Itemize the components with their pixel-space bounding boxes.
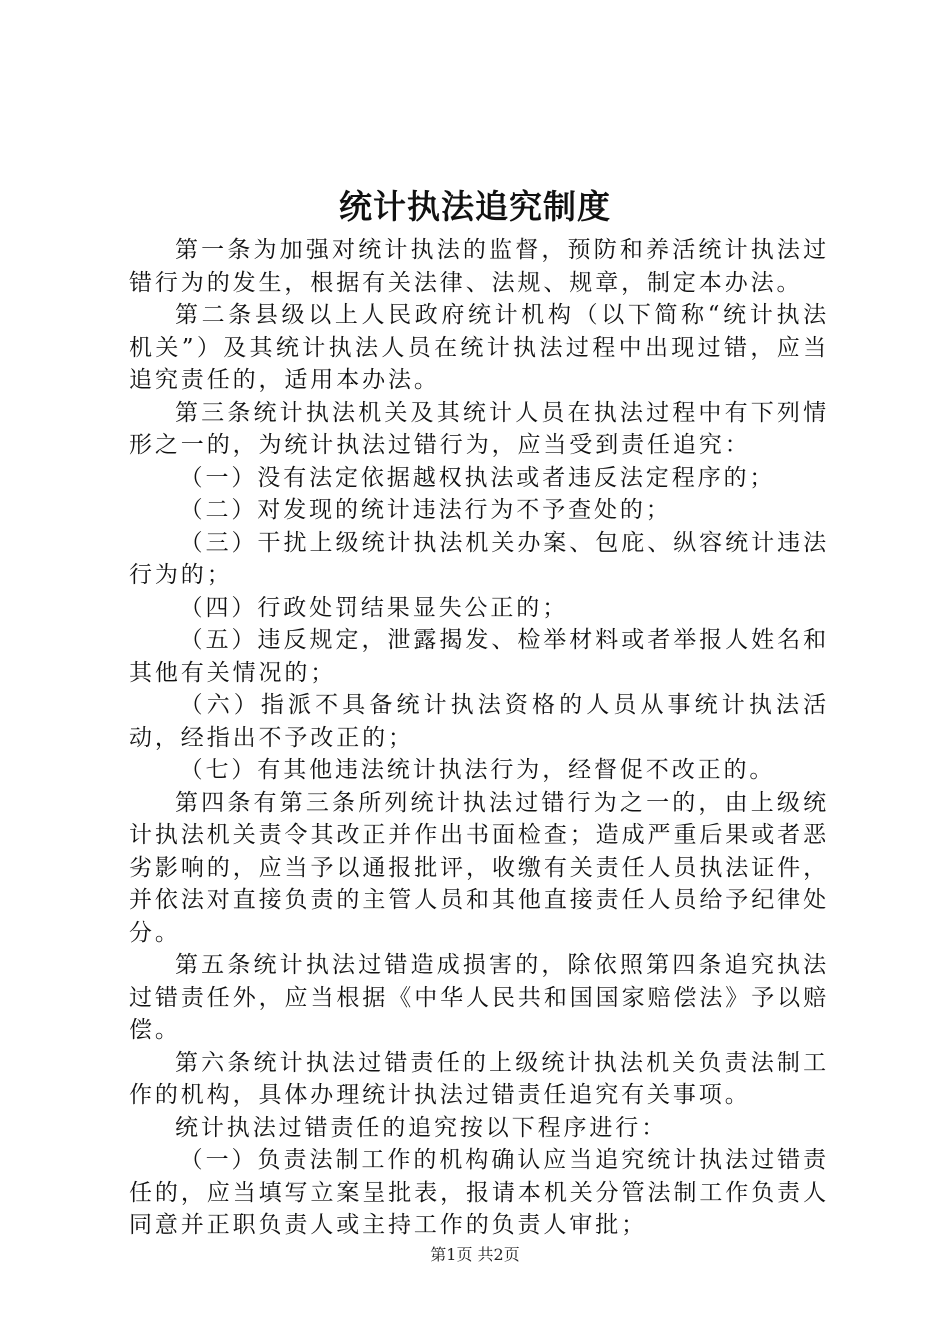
article-3-item-3: （三）干扰上级统计执法机关办案、包庇、纵容统计违法行为的； — [129, 529, 829, 588]
document-title: 统计执法追究制度 — [339, 187, 611, 226]
page-number-footer: 第1页 共2页 — [430, 1245, 520, 1264]
document-body — [129, 234, 829, 1242]
article-3-item-4: （四）行政处罚结果显失公正的； — [179, 594, 569, 621]
article-3-item-7: （七）有其他违法统计执法行为，经督促不改正的。 — [179, 757, 776, 783]
article-3-item-2: （二）对发现的统计违法行为不予查处的； — [179, 497, 672, 523]
article-1-paragraph: 第一条为加强对统计执法的监督，预防和养活统计执法过错行为的发生，根据有关法律、法规、规章，制定本办法。 — [129, 237, 829, 296]
article-2-paragraph: 第二条县级以上人民政府统计机构（以下简称“统计执法机关”）及其统计执法人员在统计执法过程中出现过错，应当追究责任的，适用本办法。 — [129, 302, 829, 393]
article-3-paragraph: 第三条统计执法机关及其统计人员在执法过程中有下列情形之一的，为统计执法过错行为，应当受到责任追究： — [129, 399, 829, 458]
article-3-item-5: （五）违反规定，泄露揭发、检举材料或者举报人姓名和其他有关情况的； — [129, 627, 829, 686]
article-4-paragraph: 第四条有第三条所列统计执法过错行为之一的，由上级统计执法机关责令其改正并作出书面检查；造成严重后果或者恶劣影响的，应当予以通报批评，收缴有关责任人员执法证件，并依法对直接负责的主管人员和其他直接责任人员给予纪律处分。 — [129, 789, 829, 946]
article-3-item-6: （六）指派不具备统计执法资格的人员从事统计执法活动，经指出不予改正的； — [129, 692, 829, 751]
article-6-paragraph: 第六条统计执法过错责任的上级统计执法机关负责法制工作的机构，具体办理统计执法过错责任追究有关事项。 — [129, 1049, 829, 1108]
article-5-paragraph: 第五条统计执法过错造成损害的，除依照第四条追究执法过错责任外，应当根据《中华人民共和国国家赔偿法》予以赔偿。 — [129, 952, 829, 1043]
article-3-item-1: （一）没有法定依据越权执法或者违反法定程序的； — [179, 464, 776, 491]
procedure-intro-paragraph: 统计执法过错责任的追究按以下程序进行： — [175, 1114, 668, 1141]
procedure-item-1: （一）负责法制工作的机构确认应当追究统计执法过错责任的，应当填写立案呈批表，报请本机关分管法制工作负责人同意并正职负责人或主持工作的负责人审批； — [129, 1147, 829, 1238]
